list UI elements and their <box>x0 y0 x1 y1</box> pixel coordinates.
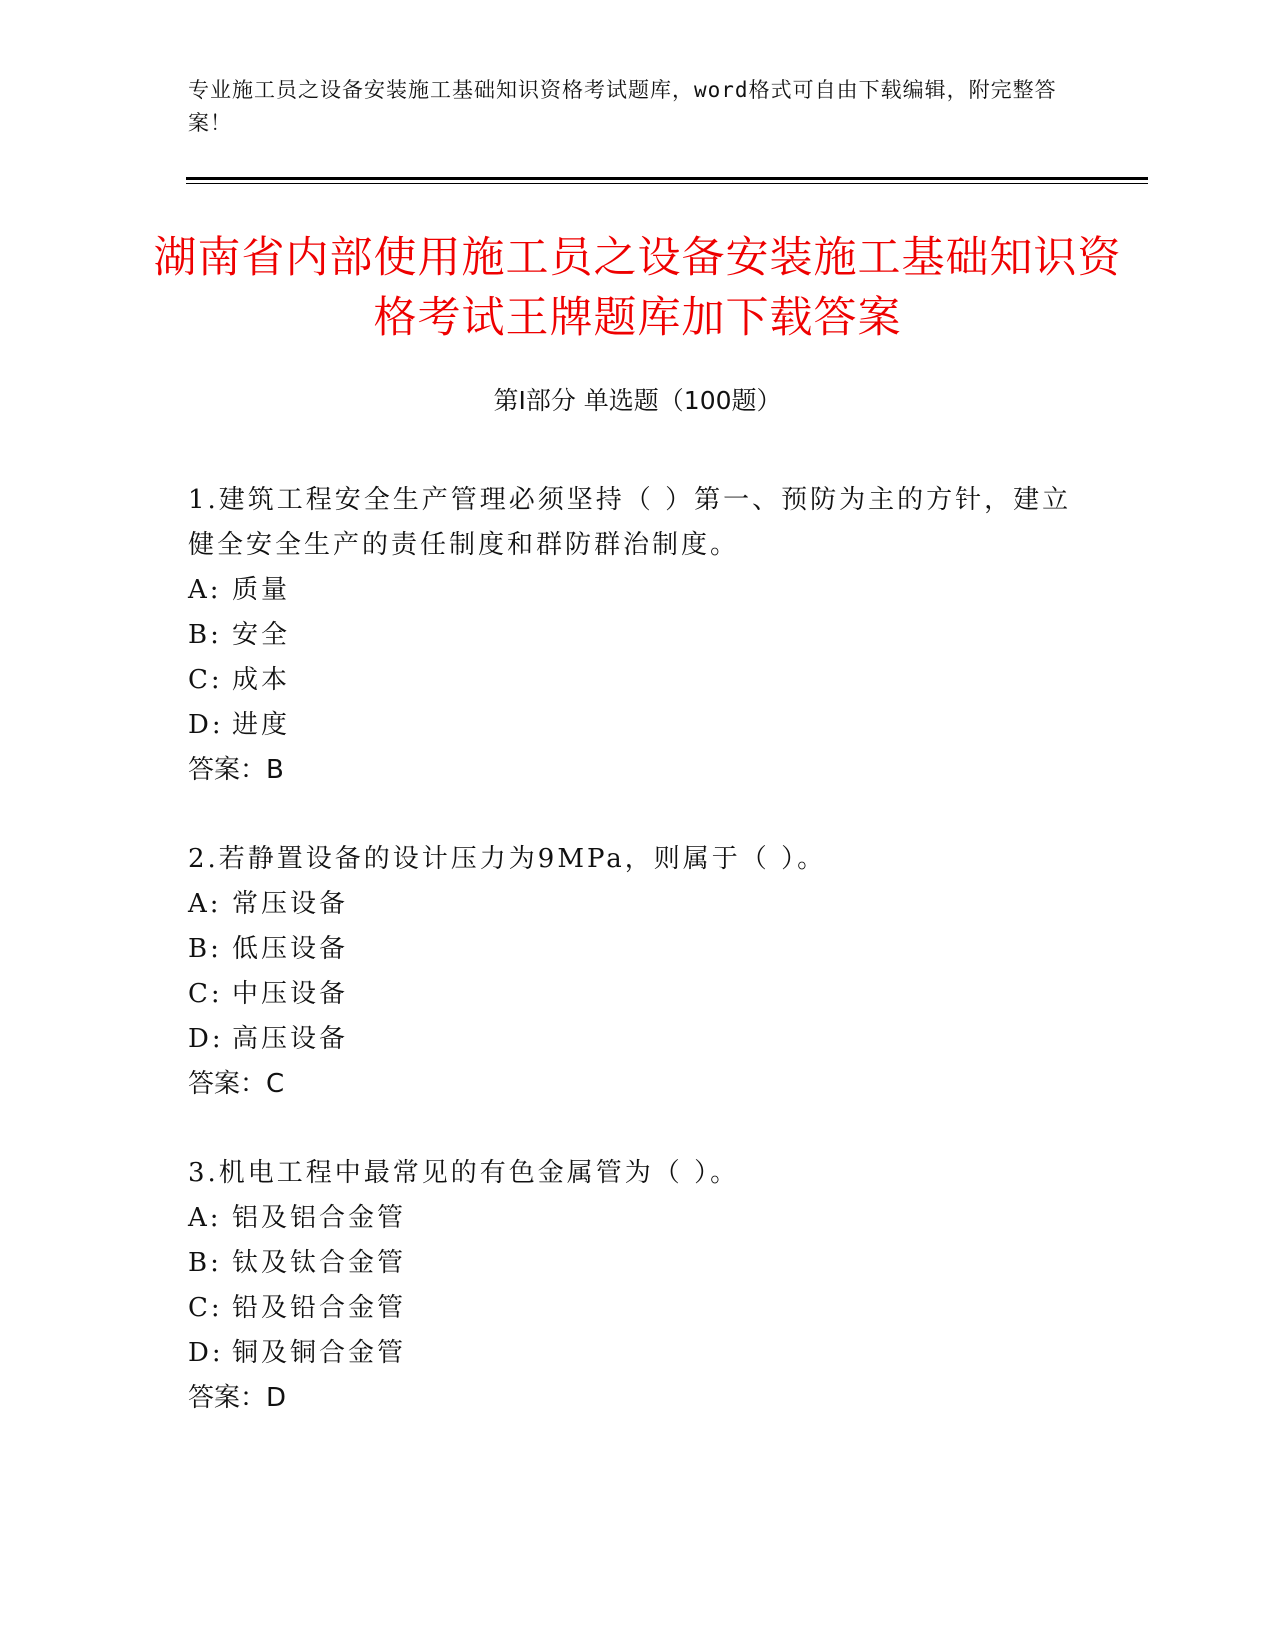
option-b <box>188 1241 1088 1286</box>
question-item <box>188 1151 1088 1421</box>
option-text: 中压设备 <box>232 979 349 1009</box>
option-text: 高压设备 <box>232 1024 349 1054</box>
option-text: 进度 <box>232 710 291 740</box>
option-c <box>188 658 1088 703</box>
option-a <box>188 1196 1088 1241</box>
option-b <box>188 927 1088 972</box>
option-b <box>188 613 1088 658</box>
option-key: B: <box>188 934 222 964</box>
option-key: B: <box>188 620 222 650</box>
question-stem: 1.建筑工程安全生产管理必须坚持（ ）第一、预防为主的方针，建立健全安全生产的责任制度和群防群治制度。 <box>188 485 1072 560</box>
option-key: D: <box>188 1024 224 1054</box>
option-c <box>188 972 1088 1017</box>
option-key: B: <box>188 1248 222 1278</box>
header-divider-thin <box>186 183 1148 184</box>
answer-line: 答案：D <box>188 1383 287 1413</box>
question-list <box>188 478 1088 1465</box>
option-key: D: <box>188 710 224 740</box>
section-heading: 第I部分 单选题（100题） <box>493 386 782 415</box>
option-key: C: <box>188 665 223 695</box>
option-text: 安全 <box>232 620 291 650</box>
option-text: 铝及铝合金管 <box>232 1203 407 1233</box>
document-title: 湖南省内部使用施工员之设备安装施工基础知识资格考试王牌题库加下载答案 <box>153 233 1122 343</box>
question-item <box>188 478 1088 793</box>
option-text: 低压设备 <box>232 934 349 964</box>
question-item <box>188 837 1088 1107</box>
option-key: C: <box>188 979 223 1009</box>
option-c <box>188 1286 1088 1331</box>
option-key: A: <box>188 1203 222 1233</box>
option-text: 铅及铅合金管 <box>232 1293 407 1323</box>
option-key: C: <box>188 1293 223 1323</box>
answer-line: 答案：B <box>188 755 284 785</box>
option-a <box>188 882 1088 927</box>
answer-line: 答案：C <box>188 1069 285 1099</box>
option-text: 成本 <box>232 665 291 695</box>
option-key: D: <box>188 1338 224 1368</box>
option-a <box>188 568 1088 613</box>
option-text: 质量 <box>232 575 291 605</box>
option-key: A: <box>188 889 222 919</box>
question-stem: 3.机电工程中最常见的有色金属管为（ ）。 <box>188 1158 740 1188</box>
option-key: A: <box>188 575 222 605</box>
option-text: 常压设备 <box>232 889 349 919</box>
option-text: 钛及钛合金管 <box>232 1248 407 1278</box>
option-d <box>188 1017 1088 1062</box>
option-d <box>188 703 1088 748</box>
option-text: 铜及铜合金管 <box>232 1338 407 1368</box>
header-note: 专业施工员之设备安装施工基础知识资格考试题库，word格式可自由下载编辑，附完整答案！ <box>188 78 1057 135</box>
question-stem: 2.若静置设备的设计压力为9MPa，则属于（ ）。 <box>188 844 827 874</box>
option-d <box>188 1331 1088 1376</box>
header-divider-thick <box>186 177 1148 180</box>
